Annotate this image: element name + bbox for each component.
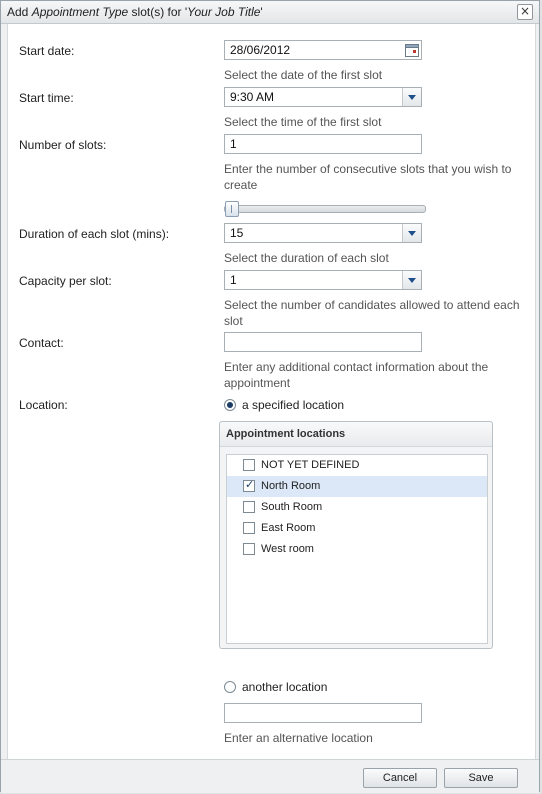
capacity-select[interactable] [224,270,422,290]
appointment-locations-panel [219,421,493,649]
panel-header [220,422,492,447]
capacity-value: 1 [230,273,237,287]
dialog-footer [1,759,539,793]
contact-label: Contact: [19,336,64,350]
slider-handle[interactable] [225,201,239,217]
duration-value: 15 [230,226,244,240]
num-slots-slider[interactable] [224,205,426,213]
duration-label: Duration of each slot (mins): [19,227,170,241]
list-item-label: West room [261,543,314,555]
specified-location-label: a specified location [242,398,345,412]
start-date-label: Start date: [19,44,75,58]
cancel-button[interactable]: Cancel [363,768,437,788]
checkbox[interactable] [243,543,255,555]
checkbox[interactable] [243,501,255,513]
list-item-label: East Room [261,522,316,534]
duration-select[interactable] [224,223,422,243]
radio-specified-location[interactable] [224,399,236,411]
num-slots-input[interactable] [224,134,422,154]
another-location-label: another location [242,680,328,694]
location-label: Location: [19,398,68,412]
dialog-body [7,24,536,759]
num-slots-hint: Enter the number of consecutive slots that you wish to create [224,162,512,192]
list-item[interactable] [227,539,487,560]
radio-another-location[interactable] [224,681,236,693]
panel-title: Appointment locations [226,428,346,440]
num-slots-label: Number of slots: [19,138,107,152]
close-icon[interactable]: × [517,4,533,20]
num-slots-value: 1 [230,137,237,151]
checkbox[interactable] [243,459,255,471]
start-time-hint: Select the time of the first slot [224,115,382,129]
list-item-label: North Room [261,480,321,492]
list-item[interactable] [227,518,487,539]
list-item[interactable] [227,476,487,497]
list-item[interactable] [227,497,487,518]
dialog-title: Add Appointment Type slot(s) for 'Your Job Title' [7,5,263,19]
contact-hint: Enter any additional contact information about the appointment [224,360,489,390]
start-date-value: 28/06/2012 [230,43,291,57]
chevron-down-icon[interactable] [402,224,421,242]
capacity-hint: Select the number of candidates allowed to attend each slot [224,298,520,328]
list-item[interactable] [227,455,487,476]
contact-input[interactable] [224,332,422,352]
alternative-location-input[interactable] [224,703,422,723]
alternative-location-hint: Enter an alternative location [224,731,373,745]
duration-hint: Select the duration of each slot [224,251,389,265]
capacity-label: Capacity per slot: [19,274,112,288]
dialog-titlebar[interactable] [1,1,539,24]
list-item-label: NOT YET DEFINED [261,459,360,471]
checkbox[interactable] [243,480,255,492]
start-time-label: Start time: [19,91,74,105]
chevron-down-icon[interactable] [402,88,421,106]
locations-list [226,454,488,644]
save-button[interactable]: Save [444,768,518,788]
start-time-select[interactable] [224,87,422,107]
list-item-label: South Room [261,501,323,513]
chevron-down-icon[interactable] [402,271,421,289]
start-date-hint: Select the date of the first slot [224,68,383,82]
checkbox[interactable] [243,522,255,534]
start-time-value: 9:30 AM [230,90,275,104]
start-date-field[interactable] [224,40,422,60]
calendar-icon[interactable] [404,42,420,58]
